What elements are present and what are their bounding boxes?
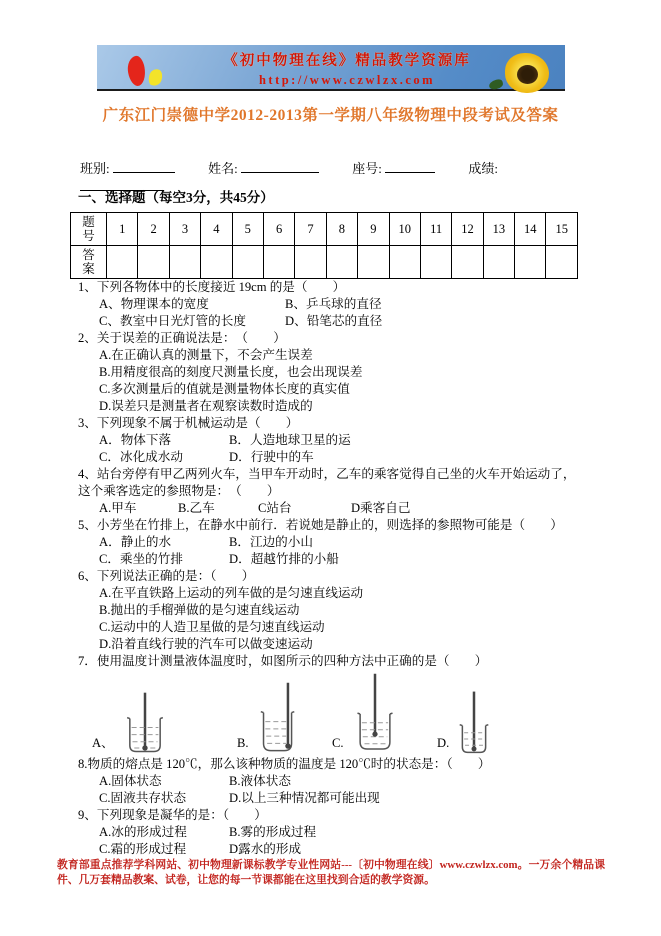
question-number-cell: 2 [138,213,169,246]
answer-cell[interactable] [389,246,420,279]
option-a: A.固体状态 [99,774,162,788]
class-label: 班别: [80,161,110,176]
answer-header: 答案 [71,246,107,279]
option-c: C.多次测量后的值就是测量物体长度的真实值 [99,382,350,396]
option-a: A.在正确认真的测量下，不会产生误差 [99,348,313,362]
figure-label-a: A、 [92,736,114,750]
option-b: B.液体状态 [229,774,291,788]
answer-cell[interactable] [263,246,294,279]
option-d: D.沿着直线行驶的汽车可以做变速运动 [99,637,313,651]
question-number-cell: 14 [515,213,546,246]
question-3 [78,415,584,466]
thermometer-figure-d [437,688,527,756]
answer-cell[interactable] [483,246,514,279]
answer-cell[interactable] [546,246,578,279]
question-number-cell: 11 [420,213,451,246]
option-c: C．冰化成水动 [99,450,183,464]
question-stem: 6、下列说法正确的是：（ ） [78,569,255,583]
option-b: B.抛出的手榴弹做的是匀速直线运动 [99,603,300,617]
question-number-cell: 5 [232,213,263,246]
figure-label-d: D. [437,736,450,750]
option-a: A.冰的形成过程 [99,825,187,839]
question-number-cell: 9 [358,213,389,246]
score-label: 成绩: [468,161,498,176]
question-9 [78,807,584,858]
question-number-header: 题号 [71,213,107,246]
question-8 [78,756,584,807]
question-number-cell: 6 [263,213,294,246]
name-label: 姓名: [208,161,238,176]
question-number-cell: 10 [389,213,420,246]
option-c: C.运动中的人造卫星做的是匀速直线运动 [99,620,325,634]
question-7 [78,653,584,756]
option-d: D露水的形成 [229,842,302,856]
option-a: A．静止的水 [99,535,172,549]
answer-cell[interactable] [107,246,138,279]
site-logo-icon [126,55,148,87]
footer-promo-text: 教育部重点推荐学科网站、初中物理新课标教学专业性网站---〔初中物理在线〕www.czwlzx.com。一万余个精品课件、几万套精品教案、试卷，让您的每一节课都能在这里找到合适的教学资源。 [57,859,605,886]
option-d: D.以上三种情况都可能出现 [229,791,380,805]
option-b: B、乒乓球的直径 [285,297,382,311]
beaker-thermometer-sidewall-icon [254,680,302,756]
site-url-link[interactable]: http://www.czwlzx.com [258,73,436,87]
seat-label: 座号: [352,161,382,176]
option-b: B.用精度很高的刻度尺测量长度，也会出现误差 [99,365,363,379]
thermometer-figure-c [332,672,437,756]
answer-cell[interactable] [169,246,200,279]
answer-cell[interactable] [295,246,326,279]
question-1 [78,279,584,330]
question-stem: 7．使用温度计测量液体温度时，如图所示的四种方法中正确的是（ ） [78,654,488,668]
question-stem: 8.物质的熔点是 120℃，那么该种物质的温度是 120℃时的状态是：（ ） [78,757,491,771]
beaker-thermometer-raised-icon [349,672,401,756]
answer-table-answers-row [71,246,578,279]
answer-cell[interactable] [326,246,357,279]
question-list [78,279,584,858]
question-number-cell: 13 [483,213,514,246]
seat-blank[interactable] [385,159,435,173]
thermometer-figure-b [237,680,332,756]
option-d: D.误差只是测量者在观察读数时造成的 [99,399,313,413]
beaker-thermometer-small-icon [454,688,494,756]
answer-cell[interactable] [138,246,169,279]
option-a: A.在平直铁路上运动的列车做的是匀速直线运动 [99,586,364,600]
banner-text-block [187,49,507,88]
site-banner [97,45,565,91]
section-heading: 一、选择题（每空3分，共45分） [78,190,274,205]
site-logo-icon-accent [147,67,165,87]
sunflower-center-icon [517,65,538,84]
option-d: D．超越竹排的小船 [229,552,339,566]
answer-cell[interactable] [420,246,451,279]
option-c: C、教室中日光灯管的长度 [99,314,246,328]
question-4 [78,466,584,517]
answer-cell[interactable] [358,246,389,279]
question-number-cell: 7 [295,213,326,246]
option-a: A.甲车 [99,501,137,515]
option-d: D．行驶中的车 [229,450,314,464]
option-b: B.雾的形成过程 [229,825,317,839]
beaker-thermometer-bottom-icon [119,690,171,756]
answer-table [70,212,578,279]
option-b: B．江边的小山 [229,535,313,549]
answer-cell[interactable] [515,246,546,279]
site-title: 《初中物理在线》精品教学资源库 [223,53,471,69]
option-c: C．乘坐的竹排 [99,552,183,566]
question-number-cell: 3 [169,213,200,246]
question-number-cell: 4 [201,213,232,246]
answer-cell[interactable] [452,246,483,279]
figure-label-b: B. [237,736,249,750]
class-blank[interactable] [113,159,175,173]
question-number-cell: 8 [326,213,357,246]
option-b: B．人造地球卫星的运 [229,433,351,447]
name-blank[interactable] [241,159,319,173]
option-d: D乘客自己 [351,501,411,515]
question-5 [78,517,584,568]
question-stem: 4、站台旁停有甲乙两列火车，当甲车开动时，乙车的乘客觉得自己坐的火车开始运动了，这个乘客选定的参照物是： （ ） [78,467,576,498]
option-c: C站台 [258,501,292,515]
question-2 [78,330,584,415]
option-c: C.固液共存状态 [99,791,187,805]
question-6 [78,568,584,653]
page-title: 广东江门崇德中学2012-2013第一学期八年级物理中段考试及答案 [102,107,559,124]
answer-cell[interactable] [201,246,232,279]
question-stem: 9、下列现象是凝华的是：（ ） [78,808,267,822]
option-a: A、物理课本的宽度 [99,297,209,311]
answer-cell[interactable] [232,246,263,279]
option-b: B.乙车 [178,501,215,515]
question-number-cell: 1 [107,213,138,246]
thermometer-figures-row [78,670,584,756]
answer-table-numbers-row [71,213,578,246]
thermometer-figure-a [92,690,237,756]
question-stem: 1、下列各物体中的长度接近 19cm 的是（ ） [78,280,346,294]
option-d: D、铅笔芯的直径 [285,314,383,328]
question-stem: 2、关于误差的正确说法是： （ ） [78,331,286,345]
question-stem: 3、下列现象不属于机械运动是（ ） [78,416,299,430]
question-stem: 5、小芳坐在竹排上，在静水中前行．若说她是静止的，则选择的参照物可能是（ ） [78,518,563,532]
option-a: A．物体下落 [99,433,172,447]
figure-label-c: C. [332,736,344,750]
option-c: C.霜的形成过程 [99,842,187,856]
question-number-cell: 15 [546,213,578,246]
question-number-cell: 12 [452,213,483,246]
